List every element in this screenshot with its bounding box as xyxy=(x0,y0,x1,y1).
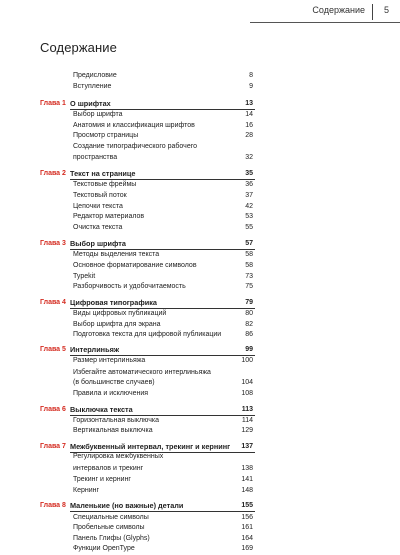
page-number: 169 xyxy=(241,545,253,552)
toc-entry-row[interactable] xyxy=(0,131,400,142)
entry-title: Выбор шрифта для экрана xyxy=(73,321,161,328)
toc-entry-row[interactable] xyxy=(0,452,400,463)
toc-entry-row[interactable] xyxy=(0,191,400,202)
page-number: 82 xyxy=(245,321,253,328)
toc-entry-row[interactable] xyxy=(0,180,400,191)
page-number: 28 xyxy=(245,132,253,139)
page-number: 155 xyxy=(241,502,253,509)
header-rule xyxy=(250,22,400,23)
toc-title: Содержание xyxy=(40,40,117,55)
page-number: 164 xyxy=(241,535,253,542)
entry-title: Создание типографического рабочего xyxy=(73,143,198,150)
toc-entry-row[interactable] xyxy=(0,389,400,400)
page-number: 55 xyxy=(245,224,253,231)
page-number: 37 xyxy=(245,192,253,199)
toc-entry-row[interactable] xyxy=(0,261,400,272)
chapter-title: Выбор шрифта xyxy=(70,239,126,248)
header-divider xyxy=(372,4,373,20)
toc-entry-row[interactable] xyxy=(0,212,400,223)
entry-title: Выбор шрифта xyxy=(73,111,123,118)
page-number: 14 xyxy=(245,111,253,118)
running-header xyxy=(0,3,400,21)
page-number: 114 xyxy=(241,417,253,424)
chapter-label: Глава 2 xyxy=(40,170,66,177)
chapter-title: Цифровая типографика xyxy=(70,298,157,307)
toc-entry-row[interactable] xyxy=(0,223,400,234)
page-number: 57 xyxy=(245,240,253,247)
page-number: 148 xyxy=(241,487,253,494)
entry-title: (в большинстве случаев) xyxy=(73,379,155,386)
header-page-number: 5 xyxy=(383,5,389,15)
entry-title: Редактор материалов xyxy=(73,213,145,220)
entry-title: Просмотр страницы xyxy=(73,132,139,139)
entry-title: Панель Глифы (Glyphs) xyxy=(73,535,150,542)
entry-title: Функции OpenType xyxy=(73,545,135,552)
entry-title: Текстовые фреймы xyxy=(73,181,137,188)
chapter-label: Глава 3 xyxy=(40,240,66,247)
page-number: 53 xyxy=(245,213,253,220)
entry-title: Анатомия и классификация шрифтов xyxy=(73,122,195,129)
entry-title: Специальные символы xyxy=(73,514,149,521)
entry-title: пространства xyxy=(73,154,118,161)
toc-entry-row[interactable] xyxy=(0,250,400,261)
page-number: 35 xyxy=(245,170,253,177)
entry-title: Избегайте автоматического интерлиньяжа xyxy=(73,369,211,376)
toc-entry-row[interactable] xyxy=(0,142,400,153)
chapter-title: О шрифтах xyxy=(70,99,111,108)
page-number: 100 xyxy=(241,357,253,364)
chapter-label: Глава 1 xyxy=(40,100,66,107)
entry-title: Подготовка текста для цифровой публикации xyxy=(73,331,222,338)
chapter-title: Выключка текста xyxy=(70,405,133,414)
entry-title: Typekit xyxy=(73,273,96,280)
entry-title: Горизонтальная выключка xyxy=(73,417,159,424)
entry-title: Методы выделения текста xyxy=(73,251,160,258)
chapter-title: Интерлиньяж xyxy=(70,345,120,354)
chapter-label: Глава 4 xyxy=(40,299,66,306)
page-number: 161 xyxy=(241,524,253,531)
page-number: 104 xyxy=(241,379,253,386)
toc-entry-row[interactable] xyxy=(0,356,400,367)
page-number: 113 xyxy=(241,406,253,413)
entry-title: Основное форматирование символов xyxy=(73,262,197,269)
chapter-title: Маленькие (но важные) детали xyxy=(70,501,184,510)
page-number: 9 xyxy=(249,83,253,90)
toc-entry-row[interactable] xyxy=(0,464,400,475)
page-number: 156 xyxy=(241,514,253,521)
page-number: 58 xyxy=(245,262,253,269)
page-number: 58 xyxy=(245,251,253,258)
toc-entry-row[interactable] xyxy=(0,426,400,437)
toc-entry-row[interactable] xyxy=(0,110,400,121)
page-number: 141 xyxy=(241,476,253,483)
chapter-label: Глава 7 xyxy=(40,443,66,450)
toc-entry-row[interactable] xyxy=(0,309,400,320)
entry-title: интервалов и трекинг xyxy=(73,465,144,472)
chapter-label: Глава 6 xyxy=(40,406,66,413)
toc-entry-row[interactable] xyxy=(0,523,400,534)
entry-title: Очистка текста xyxy=(73,224,123,231)
toc-entry-row[interactable] xyxy=(0,378,400,389)
page-number: 8 xyxy=(249,72,253,79)
chapter-label: Глава 8 xyxy=(40,502,66,509)
page-number: 75 xyxy=(245,283,253,290)
page-number: 16 xyxy=(245,122,253,129)
page-number: 42 xyxy=(245,203,253,210)
page-number: 86 xyxy=(245,331,253,338)
toc-entry-row[interactable] xyxy=(0,82,400,93)
toc-entry-row[interactable] xyxy=(0,475,400,486)
entry-title: Кернинг xyxy=(73,487,100,494)
page-number: 80 xyxy=(245,310,253,317)
page-number: 108 xyxy=(241,390,253,397)
page-number: 73 xyxy=(245,273,253,280)
page-number: 99 xyxy=(245,346,253,353)
page-number: 137 xyxy=(241,443,253,450)
page-number: 36 xyxy=(245,181,253,188)
entry-title: Пробельные символы xyxy=(73,524,145,531)
page-number: 138 xyxy=(241,465,253,472)
toc-entry-row[interactable] xyxy=(0,282,400,293)
toc-entry-row[interactable] xyxy=(0,330,400,341)
page-number: 32 xyxy=(245,154,253,161)
header-title: Содержание xyxy=(312,5,365,15)
page-number: 129 xyxy=(241,427,253,434)
entry-title: Разборчивость и удобочитаемость xyxy=(73,283,186,290)
entry-title: Вертикальная выключка xyxy=(73,427,153,434)
entry-title: Вступление xyxy=(73,83,112,90)
entry-title: Правила и исключения xyxy=(73,390,149,397)
entry-title: Цепочки текста xyxy=(73,203,123,210)
entry-title: Текстовый поток xyxy=(73,192,127,199)
page-number: 13 xyxy=(245,100,253,107)
entry-title: Предисловие xyxy=(73,72,117,79)
entry-title: Виды цифровых публикаций xyxy=(73,310,167,317)
chapter-label: Глава 5 xyxy=(40,346,66,353)
toc-entry-row[interactable] xyxy=(0,71,400,82)
toc-entry-row[interactable] xyxy=(0,486,400,497)
toc-entry-row[interactable] xyxy=(0,153,400,164)
page-number: 79 xyxy=(245,299,253,306)
entry-title: Трекинг и кернинг xyxy=(73,476,131,483)
chapter-title: Межбуквенный интервал, трекинг и кернинг xyxy=(70,442,231,451)
chapter-rule xyxy=(70,511,255,512)
chapter-title: Текст на странице xyxy=(70,169,136,178)
entry-title: Размер интерлиньяжа xyxy=(73,357,146,364)
entry-title: Регулировка межбуквенных xyxy=(73,453,164,460)
